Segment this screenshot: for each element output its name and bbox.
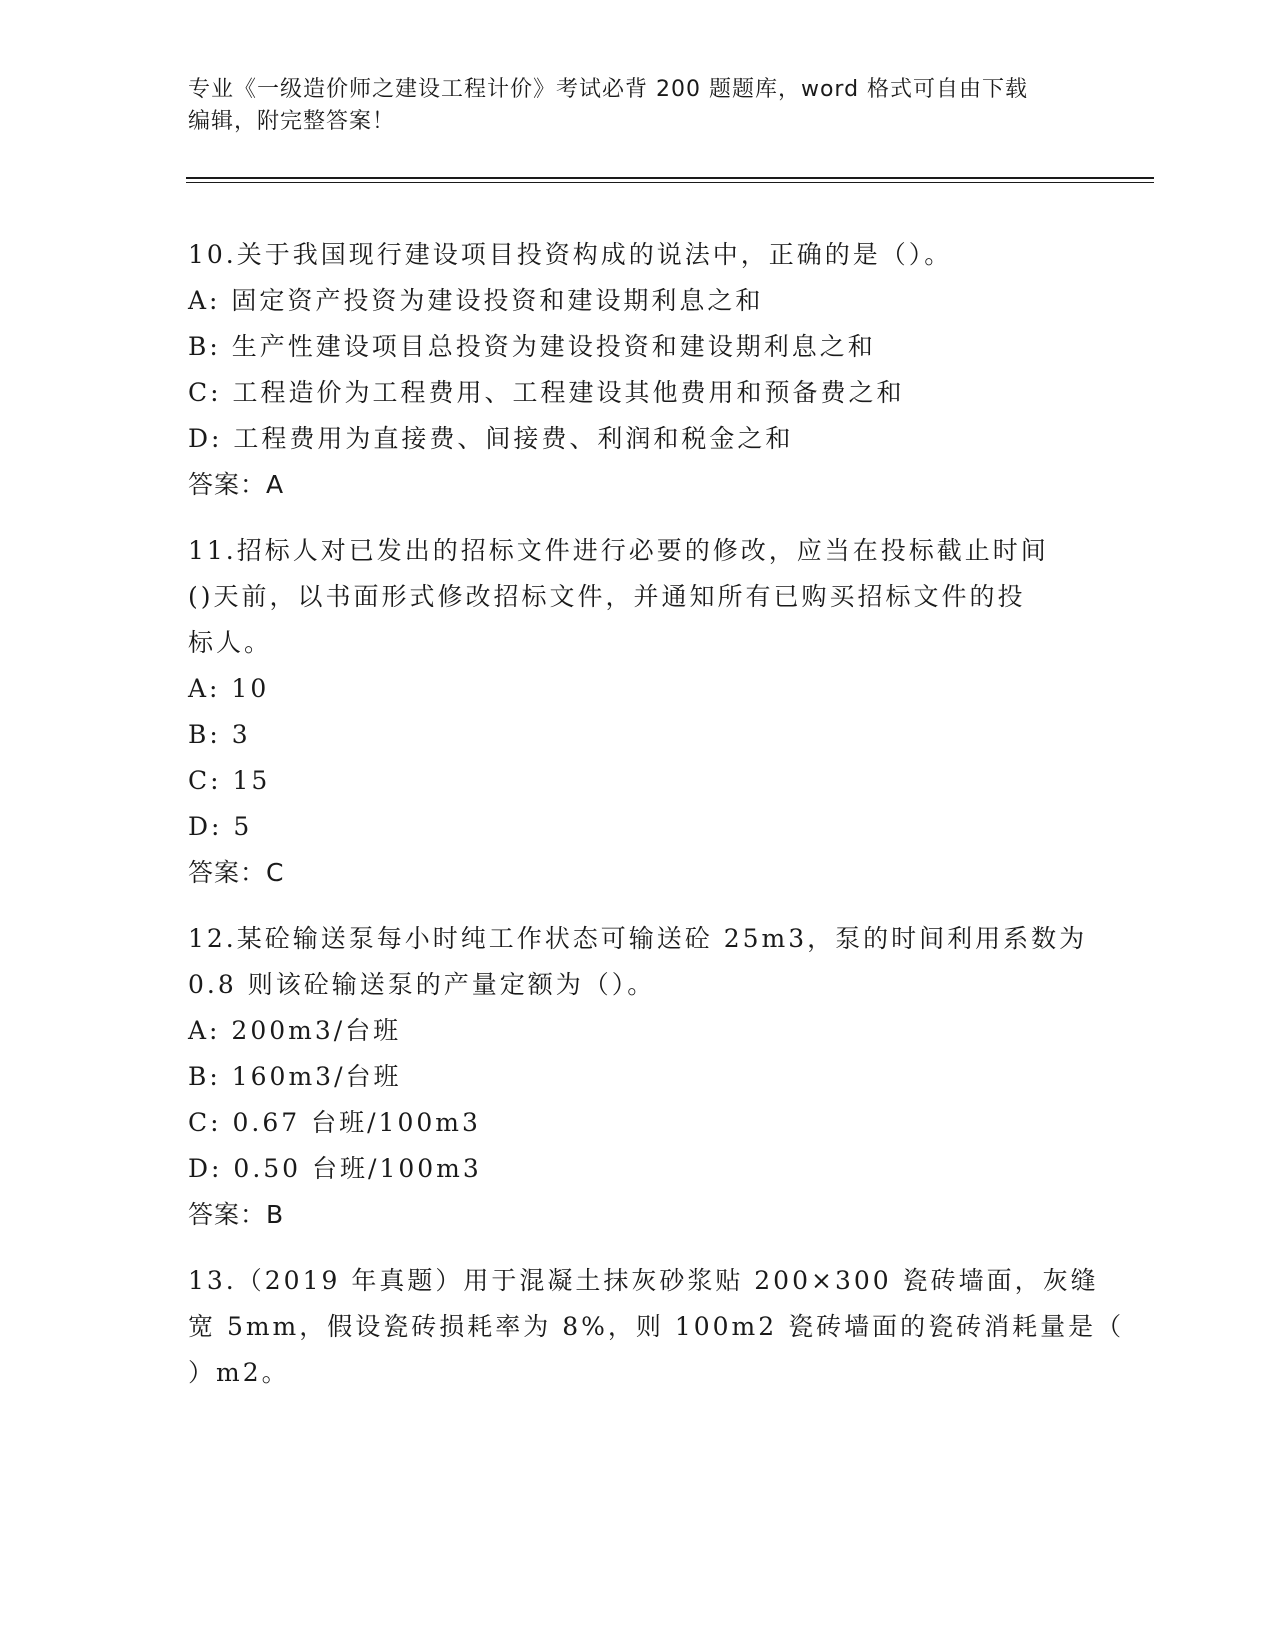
option-a: A: 200m3/台班	[188, 1016, 402, 1045]
question-12	[188, 916, 1088, 1238]
option-a: A: 固定资产投资为建设投资和建设期利息之和	[188, 286, 764, 315]
option-b: B: 生产性建设项目总投资为建设投资和建设期利息之和	[188, 332, 876, 361]
question-text-line: 标人。	[188, 628, 273, 657]
question-text-line: 13.（2019 年真题）用于混凝土抹灰砂浆贴 200×300 瓷砖墙面，灰缝	[188, 1266, 1099, 1295]
answer-line: 答案：A	[188, 470, 285, 499]
question-text-line: 12.某砼输送泵每小时纯工作状态可输送砼 25m3，泵的时间利用系数为	[188, 924, 1088, 953]
question-text-line: 10.关于我国现行建设项目投资构成的说法中，正确的是（）。	[188, 240, 953, 269]
document-header	[188, 74, 1088, 138]
header-divider-thin	[186, 182, 1154, 183]
option-d: D: 0.50 台班/100m3	[188, 1154, 482, 1183]
question-11	[188, 528, 1088, 896]
option-b: B: 3	[188, 720, 251, 749]
answer-line: 答案：B	[188, 1200, 285, 1229]
header-line-2: 编辑，附完整答案！	[188, 109, 396, 134]
question-10	[188, 232, 1088, 508]
option-b: B: 160m3/台班	[188, 1062, 402, 1091]
option-c: C: 工程造价为工程费用、工程建设其他费用和预备费之和	[188, 378, 905, 407]
question-text-line: 0.8 则该砼输送泵的产量定额为（）。	[188, 970, 656, 999]
question-list	[188, 232, 1125, 1416]
question-text-line: ）m2。	[188, 1358, 290, 1387]
header-line-1: 专业《一级造价师之建设工程计价》考试必背 200 题题库，word 格式可自由下载	[188, 77, 1029, 102]
option-c: C: 0.67 台班/100m3	[188, 1108, 481, 1137]
question-text-line: 11.招标人对已发出的招标文件进行必要的修改，应当在投标截止时间	[188, 536, 1049, 565]
option-d: D: 工程费用为直接费、间接费、利润和税金之和	[188, 424, 794, 453]
question-text-line: ()天前，以书面形式修改招标文件，并通知所有已购买招标文件的投	[188, 582, 1026, 611]
option-c: C: 15	[188, 766, 271, 795]
option-a: A: 10	[188, 674, 270, 703]
question-text-line: 宽 5mm，假设瓷砖损耗率为 8%，则 100m2 瓷砖墙面的瓷砖消耗量是（	[188, 1312, 1125, 1341]
header-divider-thick	[186, 177, 1154, 179]
option-d: D: 5	[188, 812, 253, 841]
answer-line: 答案：C	[188, 858, 285, 887]
question-13	[188, 1258, 1125, 1396]
